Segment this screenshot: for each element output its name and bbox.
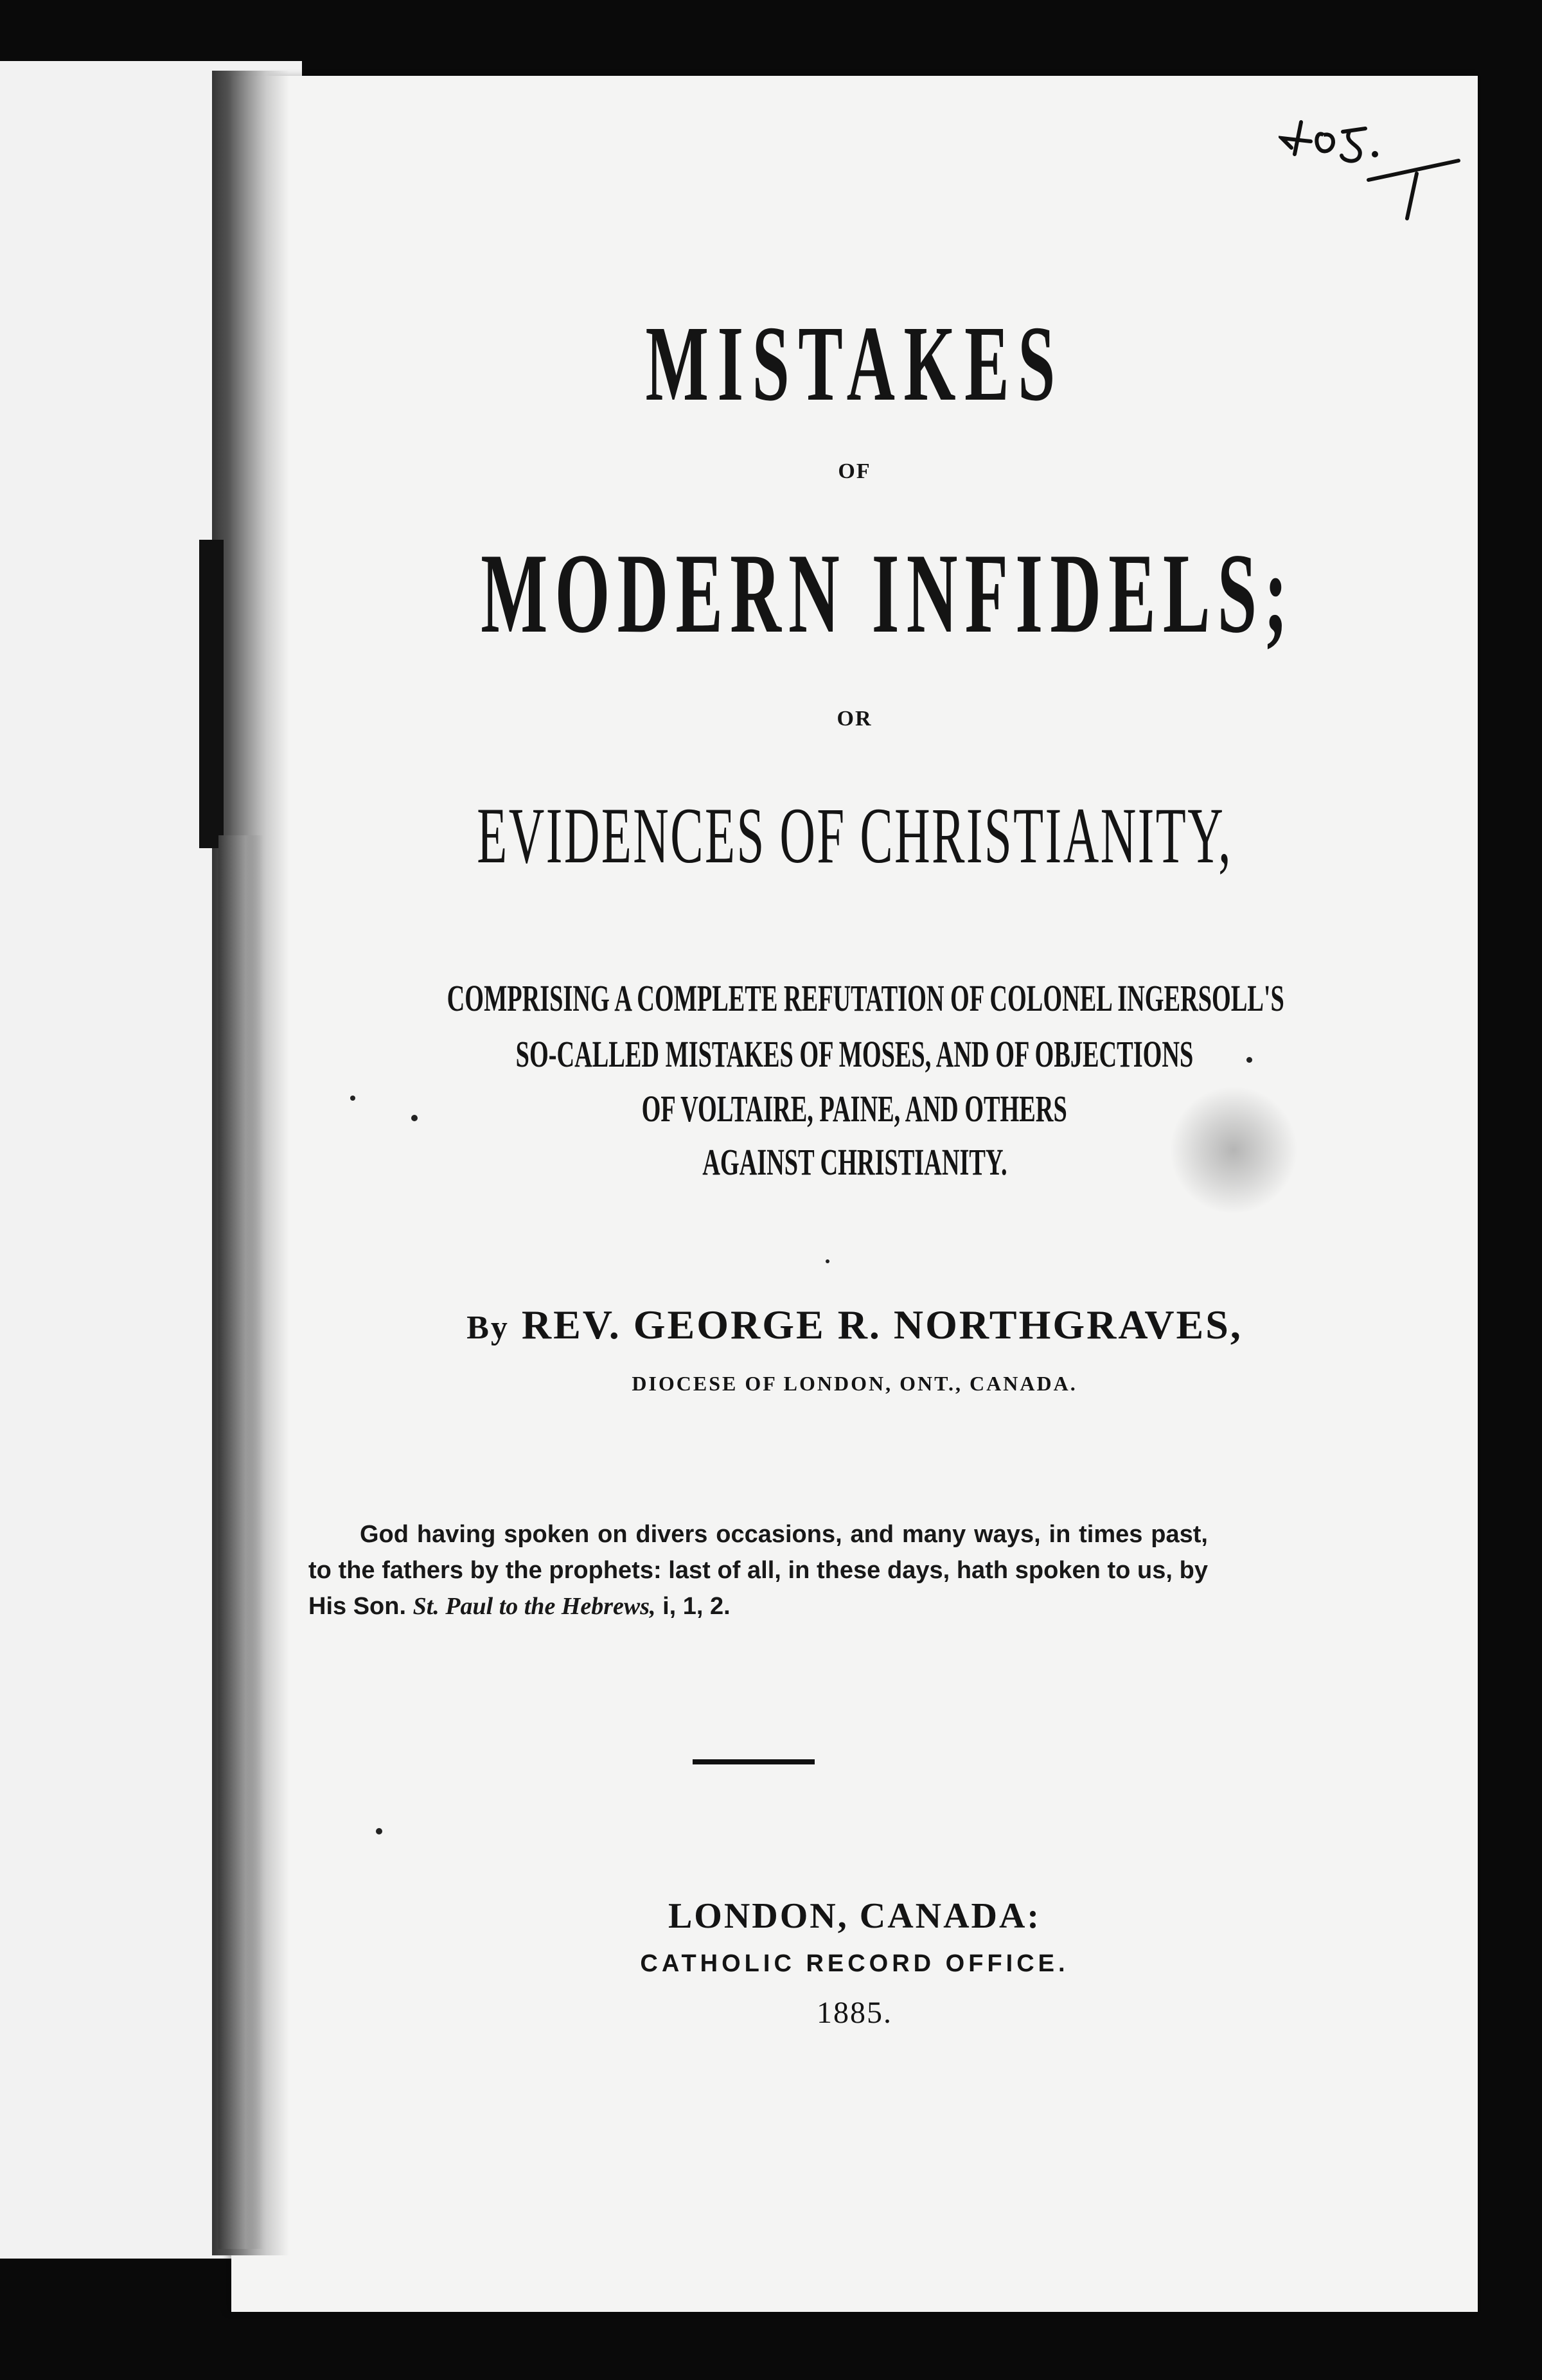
- author-line: [231, 1301, 1478, 1349]
- title-connector-or: OR: [837, 707, 873, 731]
- author-name: REV. GEORGE R. NORTHGRAVES,: [521, 1302, 1243, 1347]
- author-prefix: By: [466, 1310, 510, 1346]
- subtitle-line: SO-CALLED MISTAKES OF MOSES, AND OF OBJECTIONS: [515, 1033, 1194, 1075]
- gutter-shadow: [199, 540, 224, 848]
- epigraph-reference: St. Paul to the Hebrews,: [412, 1593, 656, 1620]
- speck: [826, 1259, 829, 1263]
- imprint-place: LONDON, CANADA:: [668, 1896, 1041, 1936]
- speck: [376, 1828, 382, 1834]
- handwritten-number: 405.: [1279, 109, 1280, 110]
- subtitle-line: OF VOLTAIRE, PAINE, AND OTHERS: [641, 1088, 1068, 1130]
- epigraph-text: God having spoken on divers occasions, and many ways, in times past, to the fathers by the prophets: last of all, in these days, hath spoken to us, by His Son.: [308, 1521, 1208, 1620]
- divider-rule: [693, 1759, 815, 1764]
- title-connector-of: OF: [838, 459, 871, 483]
- subtitle-line: AGAINST CHRISTIANITY.: [702, 1141, 1007, 1183]
- epigraph-verse: i, 1, 2.: [662, 1593, 731, 1620]
- imprint-year: 1885.: [817, 1996, 892, 2030]
- title-line-mistakes: MISTAKES: [645, 304, 1064, 423]
- title-line-evidences: EVIDENCES OF CHRISTIANITY,: [477, 792, 1232, 880]
- title-line-modern-infidels: MODERN INFIDELS;: [481, 529, 1295, 657]
- subtitle-line: COMPRISING A COMPLETE REFUTATION OF COLONEL INGERSOLL'S: [447, 977, 1284, 1019]
- imprint-publisher: CATHOLIC RECORD OFFICE.: [640, 1950, 1069, 1977]
- handwritten-annotation: [1279, 109, 1471, 225]
- epigraph: [308, 1516, 1208, 1624]
- author-diocese: DIOCESE OF LONDON, ONT., CANADA.: [632, 1372, 1077, 1395]
